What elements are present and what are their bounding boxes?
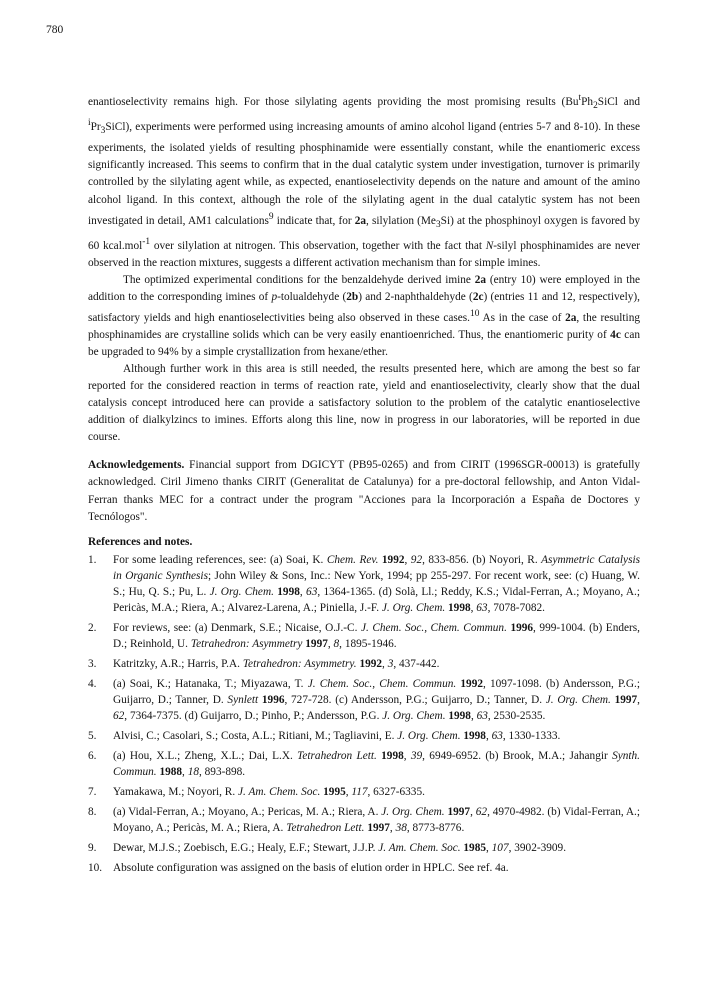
reference-text: Katritzky, A.R.; Harris, P.A. Tetrahedron: Asymmetry. 1992, 3, 437-442. (113, 657, 440, 670)
body-paragraph-2: The optimized experimental conditions for the benzaldehyde derived imine 2a (entry 10) were employed in the addition to the corresponding imines of p-tolualdehyde (2b) and 2-naphthaldehyde (2c) (entries 11 and 12, respectively), satisfactory yields and high enantioselectivities being also observed in these cases.$^{10}$ As in the case of 2a, the resulting phosphinamides are crystalline solids which can be very easily enantioenriched. Thus, the enantiomeric purity of 4c can be upgraded to 94% by a simple crystallization from hexane/ether. (88, 273, 640, 358)
reference-number: 9. (88, 841, 97, 854)
acknowledgements-heading: Acknowledgements. (88, 459, 185, 472)
reference-item (88, 861, 640, 877)
reference-item (88, 553, 640, 617)
reference-item (88, 805, 640, 837)
references-title: References and notes. (88, 535, 193, 548)
reference-item (88, 729, 640, 745)
acknowledgements-text: Financial support from DGICYT (PB95-0265) and from CIRIT (1996SGR-00013) is gratefully acknowledged. Ciril Jimeno thanks CIRIT (Generalitat de Catalunya) for a pre-doctoral fellowship, and Anton Vidal-Ferran thanks MEC for a contract under the program "Acciones para la Incorporación a España de Doctores y Tecnólogos". (88, 459, 640, 523)
body-paragraph-3: Although further work in this area is still needed, the results presented here, which are among the best so far reported for the considered reaction in terms of reaction rate, yield and enantioselectivity, clearly show that the dual catalysis concept introduced here can provide a satisfactory solution to the problem of the catalytic enantioselective addition of dialkylzincs to imines. Efforts along this line, now in progress in our laboratories, will be reported in due course. (88, 362, 640, 444)
reference-text: Yamakawa, M.; Noyori, R. J. Am. Chem. Soc. 1995, 117, 6327-6335. (113, 785, 425, 798)
reference-number: 1. (88, 553, 97, 566)
reference-text: Dewar, M.J.S.; Zoebisch, E.G.; Healy, E.F.; Stewart, J.J.P. J. Am. Chem. Soc. 1985, 107, 3902-3909. (113, 841, 567, 854)
references-list (88, 553, 640, 877)
reference-text: (a) Hou, X.L.; Zheng, X.L.; Dai, L.X. Tetrahedron Lett. 1998, 39, 6949-6952. (b) Brook, M.A.; Jahangir Synth. Commun. 1988, 18, 893-898. (113, 749, 640, 778)
reference-text: (a) Soai, K.; Hatanaka, T.; Miyazawa, T. J. Chem. Soc., Chem. Commun. 1992, 1097-1098. (b) Andersson, P.G.; Guijarro, D.; Tanner, D. Synlett 1996, 727-728. (c) Andersson, P.G.; Guijarro, D.; Tanner, D. J. Org. Chem. 1997, 62, 7364-7375. (d) Guijarro, D.; Pinho, P.; Andersson, P.G. J. Org. Chem. 1998, 63, 2530-2535. (113, 677, 640, 722)
reference-item (88, 785, 640, 801)
reference-text: For reviews, see: (a) Denmark, S.E.; Nicaise, O.J.-C. J. Chem. Soc., Chem. Commun. 1996, 999-1004. (b) Enders, D.; Reinhold, U. Tetrahedron: Asymmetry 1997, 8, 1895-1946. (113, 621, 640, 650)
reference-text: (a) Vidal-Ferran, A.; Moyano, A.; Pericas, M. A.; Riera, A. J. Org. Chem. 1997, 62, 4970-4982. (b) Vidal-Ferran, A.; Moyano, A.; Pericàs, M. A.; Riera, A. Tetrahedron Lett. 1997, 38, 8773-8776. (113, 805, 641, 834)
reference-item (88, 841, 640, 857)
reference-item (88, 657, 640, 673)
reference-item (88, 749, 640, 781)
reference-item (88, 677, 640, 725)
acknowledgements-paragraph (88, 457, 640, 525)
reference-number: 6. (88, 749, 97, 762)
reference-text: Absolute configuration was assigned on the basis of elution order in HPLC. See ref. 4a. (113, 861, 509, 874)
reference-number: 8. (88, 805, 97, 818)
reference-number: 10. (88, 861, 103, 874)
page-number: 780 (46, 24, 64, 36)
reference-text: For some leading references, see: (a) Soai, K. Chem. Rev. 1992, 92, 833-856. (b) Noyori, R. Asymmetric Catalysis in Organic Synthesis; John Wiley & Sons, Inc.: New York, 1994; pp 255-297. For recent work, see: (c) Huang, W. S.; Hu, Q. S.; Pu, L. J. Org. Chem. 1998, 63, 1364-1365. (d) Solà, Ll.; Reddy, K.S.; Vidal-Ferran, A.; Moyano, A.; Pericàs, M.A.; Riera, A.; Alvarez-Larena, A.; Piniella, J.-F. J. Org. Chem. 1998, 63, 7078-7082. (113, 553, 641, 614)
article-body (88, 90, 640, 881)
reference-number: 4. (88, 677, 97, 690)
reference-text: Alvisi, C.; Casolari, S.; Costa, A.L.; Ritiani, M.; Tagliavini, E. J. Org. Chem. 1998, 63, 1330-1333. (113, 729, 561, 742)
reference-number: 7. (88, 785, 97, 798)
reference-item (88, 621, 640, 653)
reference-number: 3. (88, 657, 97, 670)
reference-number: 2. (88, 621, 97, 634)
reference-number: 5. (88, 729, 97, 742)
body-paragraph-1: enantioselectivity remains high. For those silylating agents providing the most promising results ($Bu^tPh_2SiCl$ and $^iPr_3SiCl$), experiments were performed using increasing amounts of amino alcohol ligand (entries 5-7 and 8-10). In these experiments, the isolated yields of resulting phosphinamide were essentially constant, while the enantiomeric excess significantly increased. This seems to confirm that in the dual catalytic system under investigation, turnover is primarily controlled by the silylating agent while, as expected, enantioselectivity depends on the nature and amount of the amino alcohol ligand. In this context, although the role of the silylating agent in the dual catalytic system has not been investigated in detail, AM1 calculations$^9$ indicate that, for 2a, silylation $(Me_3Si)$ at the phosphinoyl oxygen is favored by 60 kcal.mol$^{-1}$ over silylation at nitrogen. This observation, together with the fact that N-silyl phosphinamides are never observed in the reaction mixtures, suggests a different activation mechanism than for simple imines. (88, 93, 641, 269)
